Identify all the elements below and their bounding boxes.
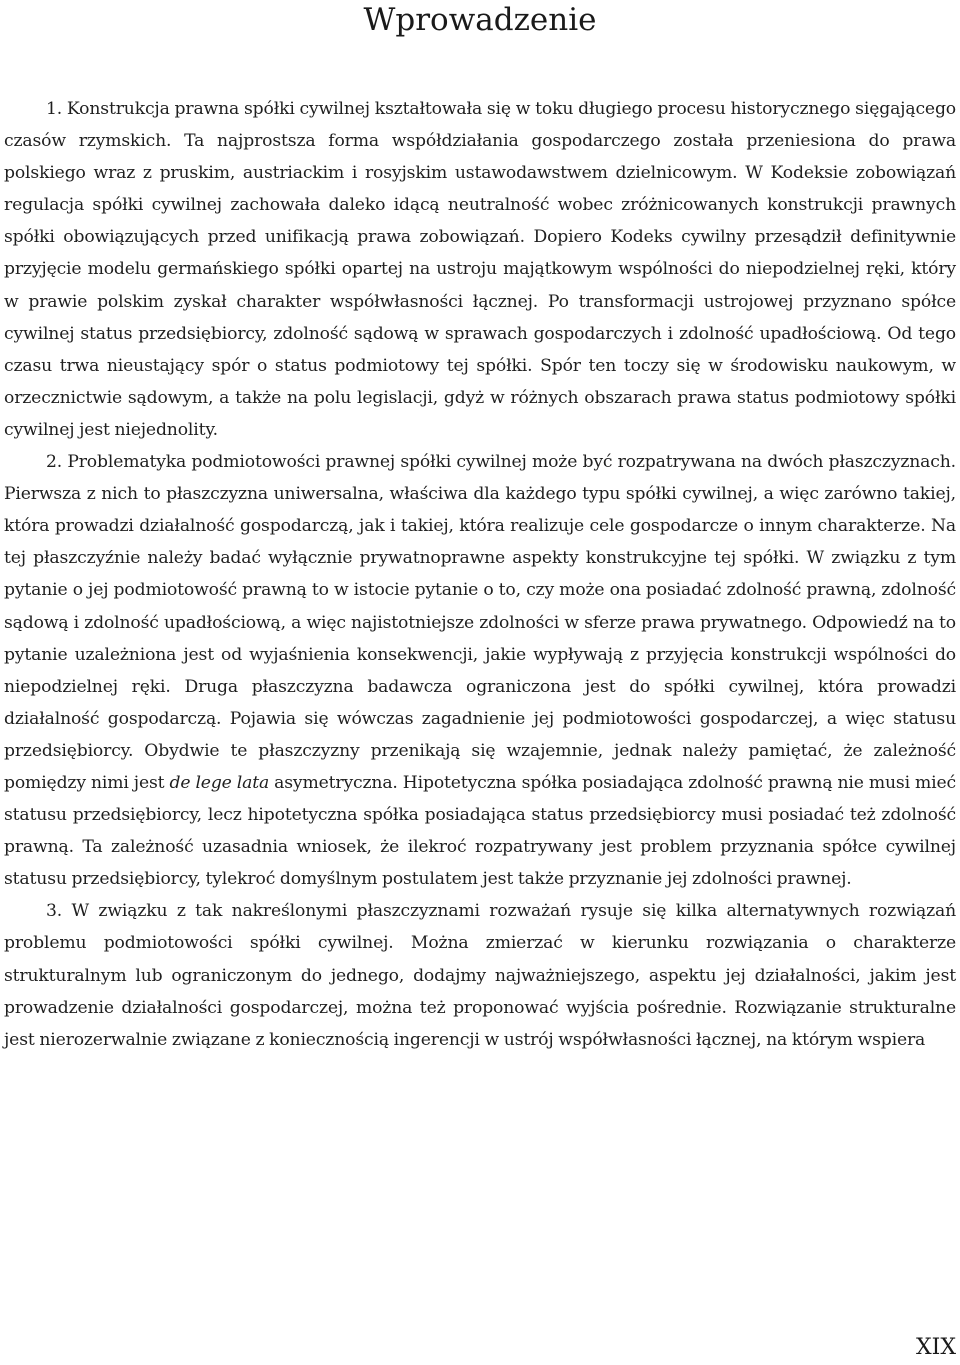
paragraph-2-latin-phrase: de lege lata xyxy=(169,772,270,793)
page-title: Wprowadzenie xyxy=(363,2,597,38)
page-number: XIX xyxy=(915,1335,956,1360)
paragraph-1-text: 1. Konstrukcja prawna spółki cywilnej kształtowała się w toku długiego procesu historycznego sięgającego czasów rzymskich. Ta najprostsza forma współdziałania gospodarczego została przeniesiona do prawa polskiego wraz z pruskim, austriackim i rosyjskim ustawodawstwem dzielnicowym. W Kodeksie zobowiązań regulacja spółki cywilnej zachowała daleko idącą neutralność wobec zróżnicowanych konstrukcji prawnych spółki obowiązujących przed unifikacją prawa zobowiązań. Dopiero Kodeks cywilny przesądził definitywnie przyjęcie modelu germańskiego spółki opartej na ustroju majątkowym wspólności do niepodzielnej ręki, który w prawie polskim zyskał charakter współwłasności łącznej. Po transformacji ustrojowej przyznano spółce cywilnej status przedsiębiorcy, zdolność sądową w sprawach gospodarczych i zdolność upadłościową. Od tego czasu trwa nieustający spór o status podmiotowy tej spółki. Spór ten toczy się w środowisku naukowym, w orzecznictwie sądowym, a także na polu legislacji, gdyż w różnych obszarach prawa status podmiotowy spółki cywilnej jest niejednolity. xyxy=(4,99,956,440)
paragraph-2-text-b: asymetryczna. Hipotetyczna spółka posiadająca zdolność prawną nie musi mieć statusu przedsiębiorcy, lecz hipotetyczna spółka posiadająca status przedsiębiorcy musi posiadać też zdolność prawną. Ta zależność uzasadnia wniosek, że ilekroć rozpatrywany jest problem przyznania spółce cywilnej statusu przedsiębiorcy, tylekroć domyślnym postulatem jest także przyznanie jej zdolności prawnej. xyxy=(4,772,957,890)
paragraph-3 xyxy=(4,895,956,1055)
paragraph-1 xyxy=(4,93,956,446)
paragraph-3-text: 3. W związku z tak nakreślonymi płaszczyznami rozważań rysuje się kilka alternatywnych rozwiązań problemu podmiotowości spółki cywilnej. Można zmierzać w kierunku rozwiązania o charakterze strukturalnym lub ograniczonym do jednego, dodajmy najważniejszego, aspektu jej działalności, jakim jest prowadzenie działalności gospodarczej, można też proponować wyjścia pośrednie. Rozwiązanie strukturalne jest nierozerwalnie związane z koniecznością ingerencji w ustrój współwłasności łącznej, na którym wspiera xyxy=(4,901,956,1050)
paragraph-2-text-a: 2. Problematyka podmiotowości prawnej spółki cywilnej może być rozpatrywana na dwóch płaszczyznach. Pierwsza z nich to płaszczyzna uniwersalna, właściwa dla każdego typu spółki cywilnej, a więc zarówno takiej, która prowadzi działalność gospodarczą, jak i takiej, która realizuje cele gospodarcze o innym charakterze. Na tej płaszczyźnie należy badać wyłącznie prywatnoprawne aspekty konstrukcyjne tej spółki. W związku z tym pytanie o jej podmiotowość prawną to w istocie pytanie o to, czy może ona posiadać zdolność prawną, zdolność sądową i zdolność upadłościową, a więc najistotniejsze zdolności w sferze prawa prywatnego. Odpowiedź na to pytanie uzależniona jest od wyjaśnienia konsekwencji, jakie wypływają z przyjęcia konstrukcji wspólności do niepodzielnej ręki. Druga płaszczyzna badawcza ograniczona jest do spółki cywilnej, która prowadzi działalność gospodarczą. Pojawia się wówczas zagadnienie jej podmiotowości gospodarczej, a więc statusu przedsiębiorcy. Obydwie te płaszczyzny przenikają się wzajemnie, jednak należy pamiętać, że zależność pomiędzy nimi jest xyxy=(4,452,956,793)
document-body xyxy=(4,93,956,1056)
paragraph-2 xyxy=(4,446,956,895)
